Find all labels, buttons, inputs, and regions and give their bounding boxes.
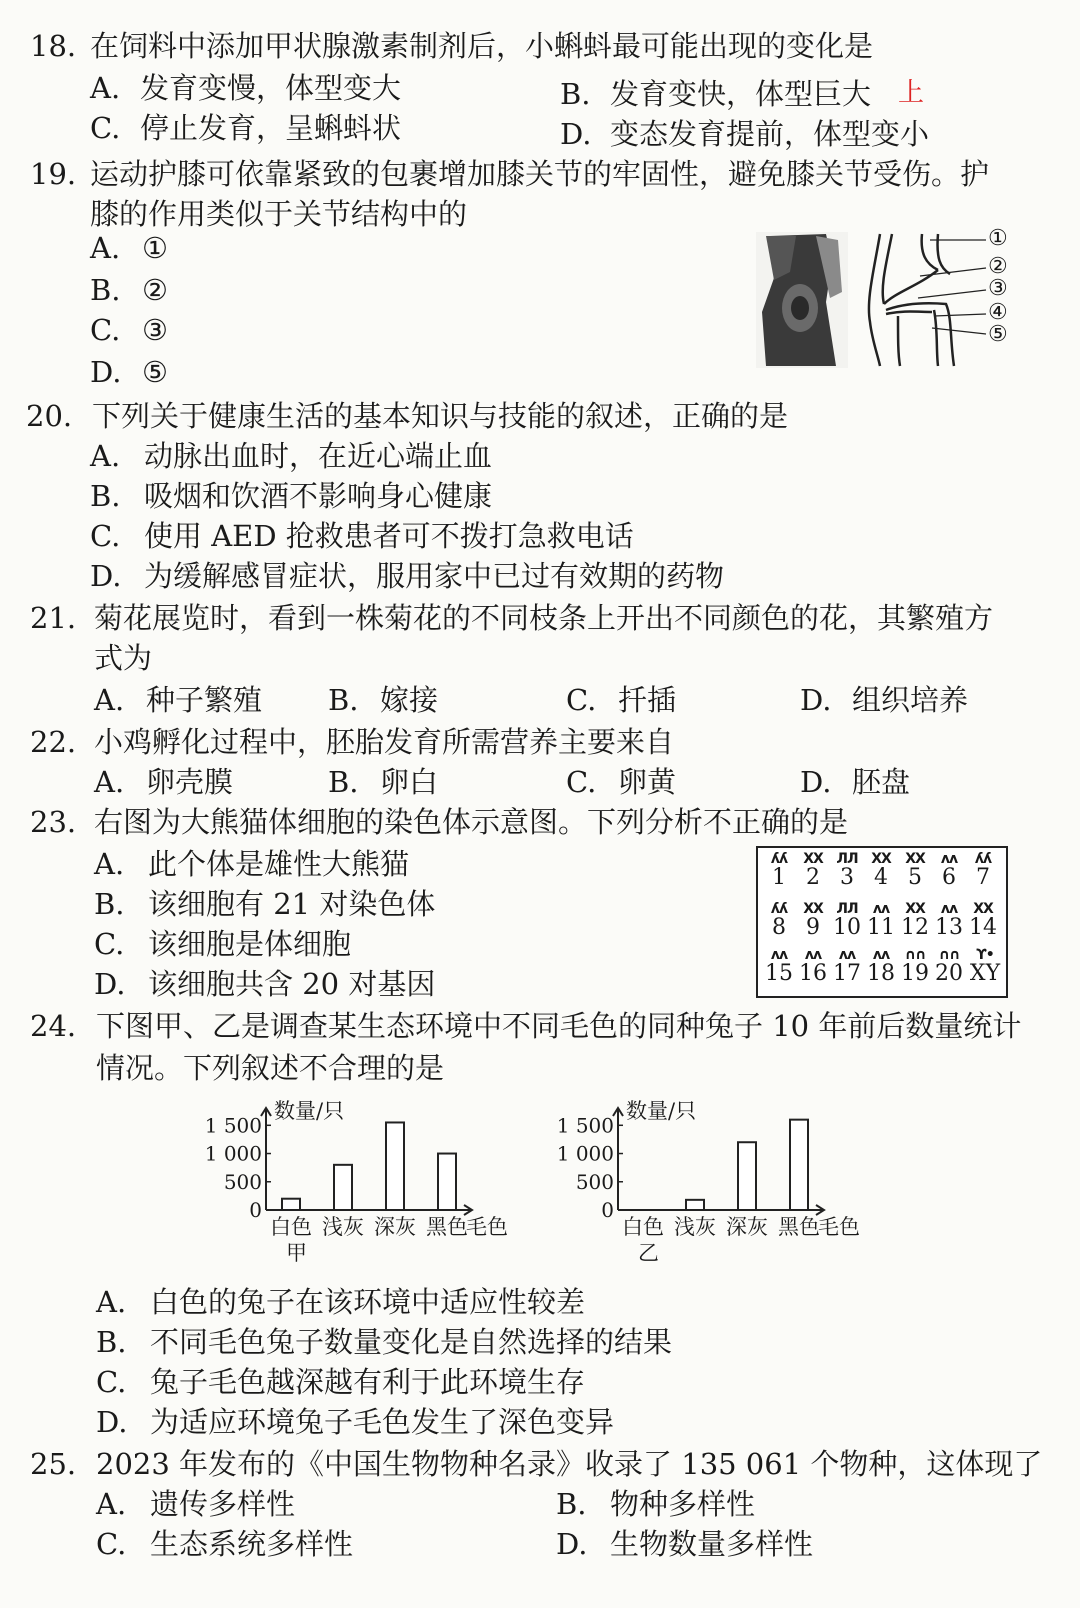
- q24-option-c-label: C.: [96, 1365, 127, 1399]
- q19-option-c: ③: [142, 313, 168, 347]
- q23-number: 23.: [30, 805, 77, 839]
- q24-number: 24.: [30, 1009, 77, 1043]
- bar-chart-jia: [196, 1094, 526, 1266]
- q24-option-c: 兔子毛色越深越有利于此环境生存: [150, 1365, 586, 1399]
- x-tick-label: 黑色: [426, 1215, 468, 1239]
- q20-option-a-label: A.: [90, 439, 121, 473]
- x-tick-label: 浅灰: [322, 1215, 364, 1239]
- q18-number: 18.: [30, 29, 77, 63]
- q23-option-a-label: A.: [94, 847, 125, 881]
- chromosome-label-20: 20: [935, 961, 963, 986]
- q25-stem: 2023 年发布的《中国生物物种名录》收录了 135 061 个物种，这体现了: [96, 1447, 1043, 1481]
- q21-option-c: 扦插: [618, 683, 677, 717]
- q18-option-c: 停止发育，呈蝌蚪状: [140, 111, 402, 145]
- y-tick-label: 1 000: [556, 1141, 614, 1166]
- q24-option-b-label: B.: [96, 1325, 127, 1359]
- q21-option-b: 嫁接: [380, 683, 439, 717]
- q19-option-b-label: B.: [90, 273, 121, 307]
- chromosome-label-7: 7: [976, 865, 990, 890]
- chromosome-label-3: 3: [840, 865, 854, 890]
- chromosome-label-5: 5: [908, 865, 922, 890]
- q18-option-d-label: D.: [560, 117, 592, 151]
- q22-option-c: 卵黄: [618, 765, 677, 799]
- bar-2: [334, 1165, 352, 1210]
- knee-label-2: ②: [988, 254, 1008, 279]
- q22-option-c-label: C.: [566, 765, 597, 799]
- karyotype-figure: ʎʎ 1 ΧΧ 2 ЛЛ 3 XX 4 XX 5 ʌʌ 6 ʎʎ 7 ʎʎ 8 XX 9 ЛЛ 10 ʌʌ 11 XX 12 ʌʌ 13 XX 14 ʌʌ 15 ʌʌ 16 ʌʌ 17 ʌʌ 18 ∩∩ 19 ∩∩ 20 ϒ• XY: [756, 846, 1008, 998]
- knee-label-1: ①: [988, 226, 1008, 251]
- x-tick-label: 深灰: [726, 1215, 768, 1239]
- q19-stem-line1: 运动护膝可依靠紧致的包裹增加膝关节的牢固性，避免膝关节受伤。护: [90, 157, 990, 191]
- q23-option-d: 该细胞共含 20 对基因: [148, 967, 436, 1001]
- q20-option-c: 使用 AED 抢救患者可不拨打急救电话: [144, 519, 634, 553]
- q23-option-c: 该细胞是体细胞: [148, 927, 352, 961]
- knee-brace-photo: [756, 232, 848, 368]
- q19-option-c-label: C.: [90, 313, 121, 347]
- q22-option-a-label: A.: [94, 765, 125, 799]
- chromosome-label-4: 4: [874, 865, 888, 890]
- q24-option-b: 不同毛色兔子数量变化是自然选择的结果: [150, 1325, 673, 1359]
- chromosome-label-9: 9: [806, 915, 820, 940]
- x-axis-label: 毛色: [818, 1215, 860, 1239]
- knee-label-3: ③: [988, 276, 1008, 301]
- q22-option-d: 胚盘: [852, 765, 911, 799]
- q18-option-d: 变态发育提前，体型变小: [610, 117, 930, 151]
- chromosome-label-16: 16: [799, 961, 827, 986]
- bar-4: [790, 1120, 808, 1210]
- y-tick-label: 500: [223, 1169, 262, 1194]
- q25-option-d-label: D.: [556, 1527, 588, 1561]
- q20-option-d-label: D.: [90, 559, 122, 593]
- q19-option-d: ⑤: [142, 355, 168, 389]
- q25-option-c: 生态系统多样性: [150, 1527, 354, 1561]
- q22-stem: 小鸡孵化过程中，胚胎发育所需营养主要来自: [94, 725, 675, 759]
- q23-option-a: 此个体是雄性大熊猫: [148, 847, 410, 881]
- q18-option-b-label: B.: [560, 77, 591, 111]
- bar-3: [738, 1142, 756, 1210]
- q21-number: 21.: [30, 601, 77, 635]
- q24-stem-line1: 下图甲、乙是调查某生态环境中不同毛色的同种兔子 10 年前后数量统计: [96, 1009, 1022, 1043]
- bar-1: [282, 1199, 300, 1210]
- y-tick-label: 500: [575, 1169, 614, 1194]
- q21-stem-line2: 式为: [94, 641, 153, 675]
- q23-option-b-label: B.: [94, 887, 125, 921]
- q25-option-d: 生物数量多样性: [610, 1527, 814, 1561]
- q22-option-d-label: D.: [800, 765, 832, 799]
- q19-stem-line2: 膝的作用类似于关节结构中的: [90, 197, 468, 231]
- q25-option-c-label: C.: [96, 1527, 127, 1561]
- chromosome-label-13: 13: [935, 915, 963, 940]
- q21-option-a: 种子繁殖: [146, 683, 263, 717]
- x-tick-label: 白色: [622, 1215, 664, 1239]
- q24-option-d: 为适应环境兔子毛色发生了深色变异: [150, 1405, 615, 1439]
- bar-2: [686, 1200, 704, 1210]
- x-tick-label: 白色: [270, 1215, 312, 1239]
- q25-number: 25.: [30, 1447, 77, 1481]
- chart-caption: 乙: [638, 1241, 659, 1265]
- bar-chart-yi: [548, 1094, 878, 1266]
- chromosome-label-14: 14: [969, 915, 997, 940]
- knee-label-4: ④: [988, 300, 1008, 325]
- q20-option-c-label: C.: [90, 519, 121, 553]
- q24-stem-line2: 情况。下列叙述不合理的是: [96, 1051, 445, 1085]
- q18-option-a: 发育变慢，体型变大: [140, 71, 402, 105]
- bar-3: [386, 1122, 404, 1210]
- handwritten-mark: 上: [898, 78, 925, 108]
- y-tick-label: 0: [601, 1198, 614, 1222]
- q22-option-b-label: B.: [328, 765, 359, 799]
- q23-option-b: 该细胞有 21 对染色体: [148, 887, 436, 921]
- q20-stem: 下列关于健康生活的基本知识与技能的叙述，正确的是: [92, 399, 789, 433]
- chromosome-label-xy: XY: [969, 961, 1001, 986]
- x-axis-label: 毛色: [466, 1215, 508, 1239]
- q20-number: 20.: [26, 399, 73, 433]
- q24-option-a-label: A.: [96, 1285, 127, 1319]
- q23-option-d-label: D.: [94, 967, 126, 1001]
- q18-option-c-label: C.: [90, 111, 121, 145]
- q19-number: 19.: [30, 157, 77, 191]
- q23-stem: 右图为大熊猫体细胞的染色体示意图。下列分析不正确的是: [94, 805, 849, 839]
- y-axis-label: 数量/只: [274, 1099, 345, 1123]
- q22-number: 22.: [30, 725, 77, 759]
- q20-option-d: 为缓解感冒症状，服用家中已过有效期的药物: [144, 559, 725, 593]
- q22-option-a: 卵壳膜: [146, 765, 234, 799]
- y-tick-label: 0: [249, 1198, 262, 1222]
- q18-stem: 在饲料中添加甲状腺激素制剂后，小蝌蚪最可能出现的变化是: [90, 29, 874, 63]
- chromosome-label-12: 12: [901, 915, 929, 940]
- q21-option-d: 组织培养: [852, 683, 969, 717]
- chromosome-label-18: 18: [867, 961, 895, 986]
- chromosome-label-10: 10: [833, 915, 861, 940]
- q19-option-a: ①: [142, 231, 168, 265]
- q24-option-a: 白色的兔子在该环境中适应性较差: [150, 1285, 586, 1319]
- y-tick-label: 1 500: [556, 1113, 614, 1138]
- q20-option-b: 吸烟和饮酒不影响身心健康: [144, 479, 493, 513]
- q18-option-b: 发育变快，体型巨大: [610, 77, 872, 111]
- q20-option-a: 动脉出血时，在近心端止血: [144, 439, 493, 473]
- x-tick-label: 黑色: [778, 1215, 820, 1239]
- y-axis-label: 数量/只: [626, 1099, 697, 1123]
- y-tick-label: 1 500: [204, 1113, 262, 1138]
- q24-option-d-label: D.: [96, 1405, 128, 1439]
- q23-option-c-label: C.: [94, 927, 125, 961]
- chromosome-label-15: 15: [765, 961, 793, 986]
- chromosome-label-2: 2: [806, 865, 820, 890]
- chromosome-label-19: 19: [901, 961, 929, 986]
- q25-option-a: 遗传多样性: [150, 1487, 296, 1521]
- chromosome-label-1: 1: [772, 865, 786, 890]
- x-tick-label: 浅灰: [674, 1215, 716, 1239]
- q21-option-c-label: C.: [566, 683, 597, 717]
- q25-option-b: 物种多样性: [610, 1487, 756, 1521]
- chromosome-label-11: 11: [867, 915, 895, 940]
- q21-option-b-label: B.: [328, 683, 359, 717]
- q25-option-b-label: B.: [556, 1487, 587, 1521]
- x-tick-label: 深灰: [374, 1215, 416, 1239]
- chromosome-label-6: 6: [942, 865, 956, 890]
- q21-option-d-label: D.: [800, 683, 832, 717]
- q19-option-b: ②: [142, 273, 168, 307]
- q19-option-a-label: A.: [90, 231, 121, 265]
- q25-option-a-label: A.: [96, 1487, 127, 1521]
- chart-caption: 甲: [286, 1241, 307, 1265]
- q20-option-b-label: B.: [90, 479, 121, 513]
- chromosome-label-8: 8: [772, 915, 786, 940]
- y-tick-label: 1 000: [204, 1141, 262, 1166]
- q21-option-a-label: A.: [94, 683, 125, 717]
- bar-4: [438, 1154, 456, 1210]
- q22-option-b: 卵白: [380, 765, 439, 799]
- chromosome-label-17: 17: [833, 961, 861, 986]
- q18-option-a-label: A.: [90, 71, 121, 105]
- q21-stem-line1: 菊花展览时，看到一株菊花的不同枝条上开出不同颜色的花，其繁殖方: [94, 601, 994, 635]
- q19-option-d-label: D.: [90, 355, 122, 389]
- knee-label-5: ⑤: [988, 322, 1008, 347]
